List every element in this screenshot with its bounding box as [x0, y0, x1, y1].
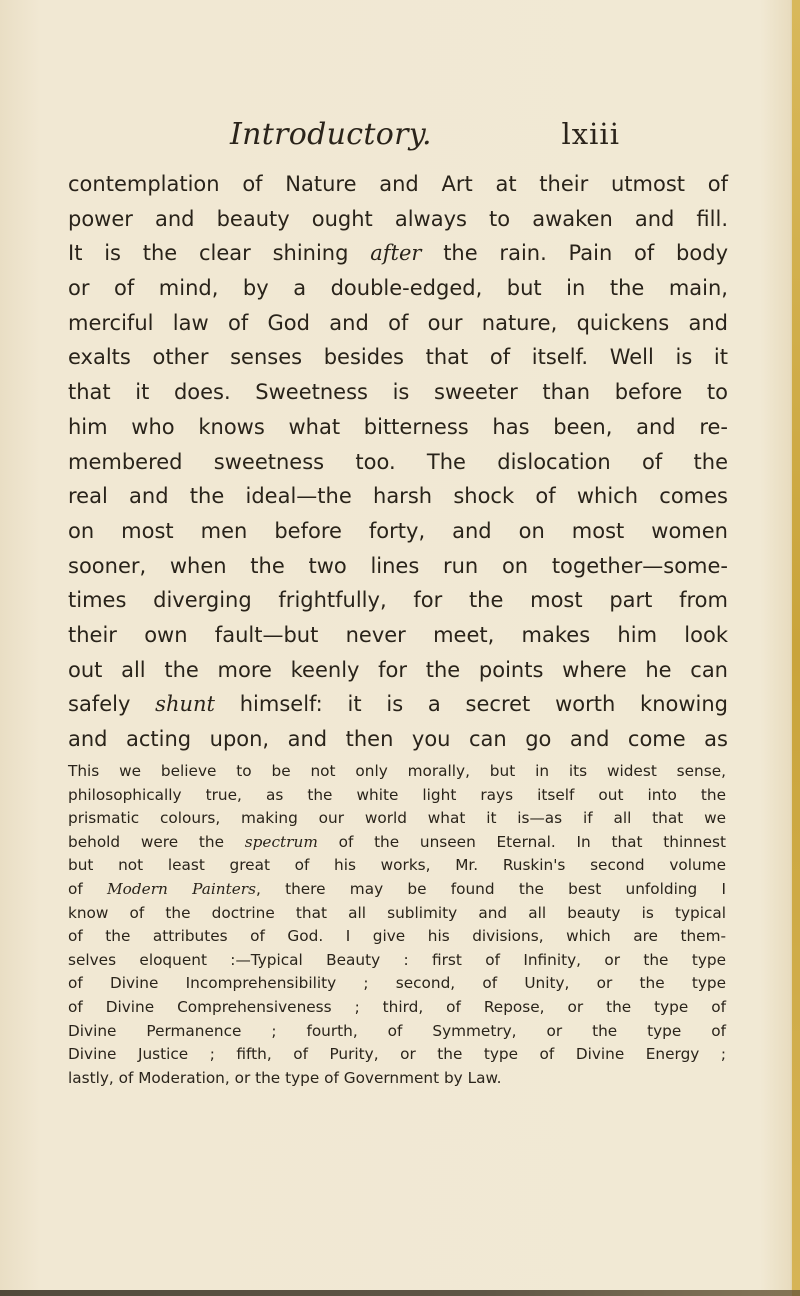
text-line: him who knows what bitterness has been, and re-	[68, 414, 728, 439]
text-line: real and the ideal—the harsh shock of which comes	[68, 484, 728, 509]
book-title: Modern Painters	[107, 879, 256, 898]
footnote-line: know of the doctrine that all sublimity and all beauty is typical	[68, 903, 726, 922]
footnote-line: but not least great of his works, Mr. Ruskin's second volume	[68, 856, 726, 875]
text-line: exalts other senses besides that of itself. Well is it	[68, 345, 728, 370]
text-line: and acting upon, and then you can go and come as	[68, 727, 728, 751]
footnote-line: of Divine Comprehensiveness ; third, of Repose, or the type of	[68, 997, 726, 1016]
page-edge	[792, 0, 800, 1296]
italic-emphasis: shunt	[155, 692, 215, 717]
italic-emphasis: after	[370, 241, 422, 266]
footnote-line: selves eloquent :—Typical Beauty : first of Infinity, or the type	[68, 950, 726, 969]
text-line: their own fault—but never meet, makes him look	[68, 622, 728, 647]
text-line: on most men before forty, and on most women	[68, 518, 728, 543]
text-line: that it does. Sweetness is sweeter than before to	[68, 380, 728, 405]
text-line: contemplation of Nature and Art at their utmost of	[68, 172, 728, 196]
running-head: Introductory.	[230, 117, 432, 152]
footnote-line: behold were the spectrum of the unseen Eternal. In that thinnest	[68, 832, 726, 851]
text-line: power and beauty ought always to awaken and fill.	[68, 206, 728, 231]
text-line: or of mind, by a double-edged, but in the main,	[68, 276, 728, 301]
italic-emphasis: spectrum	[244, 832, 318, 851]
footnote-line: of Modern Painters, there may be found the best unfolding I	[68, 879, 727, 898]
footnote-line: of Divine Incomprehensibility ; second, of Unity, or the type	[68, 974, 726, 993]
footnote	[68, 760, 726, 1090]
text-line: It is the clear shining after the rain. Pain of body	[68, 241, 728, 266]
body-text	[68, 167, 728, 757]
text-line: sooner, when the two lines run on together—some-	[68, 553, 728, 578]
footnote-line: Divine Permanence ; fourth, of Symmetry, or the type of	[68, 1021, 726, 1040]
text-line: safely shunt himself: it is a secret worth knowing	[68, 692, 729, 717]
text-line: merciful law of God and of our nature, quickens and	[68, 310, 728, 335]
text-line: out all the more keenly for the points where he can	[68, 657, 728, 682]
page-number: lxiii	[561, 117, 620, 151]
footnote-line: of the attributes of God. I give his divisions, which are them-	[68, 927, 726, 946]
footnote-line: prismatic colours, making our world what it is—as if all that we	[68, 809, 726, 828]
text-line: membered sweetness too. The dislocation of the	[68, 449, 728, 474]
footnote-line: lastly, of Moderation, or the type of Government by Law.	[68, 1068, 502, 1087]
footnote-line: This we believe to be not only morally, but in its widest sense,	[68, 762, 726, 780]
footnote-line: Divine Justice ; fifth, of Purity, or the type of Divine Energy ;	[68, 1045, 726, 1064]
page-bottom-edge	[0, 1290, 800, 1296]
footnote-line: philosophically true, as the white light rays itself out into the	[68, 785, 726, 804]
page-header	[230, 117, 620, 161]
text-line: times diverging frightfully, for the most part from	[68, 588, 728, 613]
